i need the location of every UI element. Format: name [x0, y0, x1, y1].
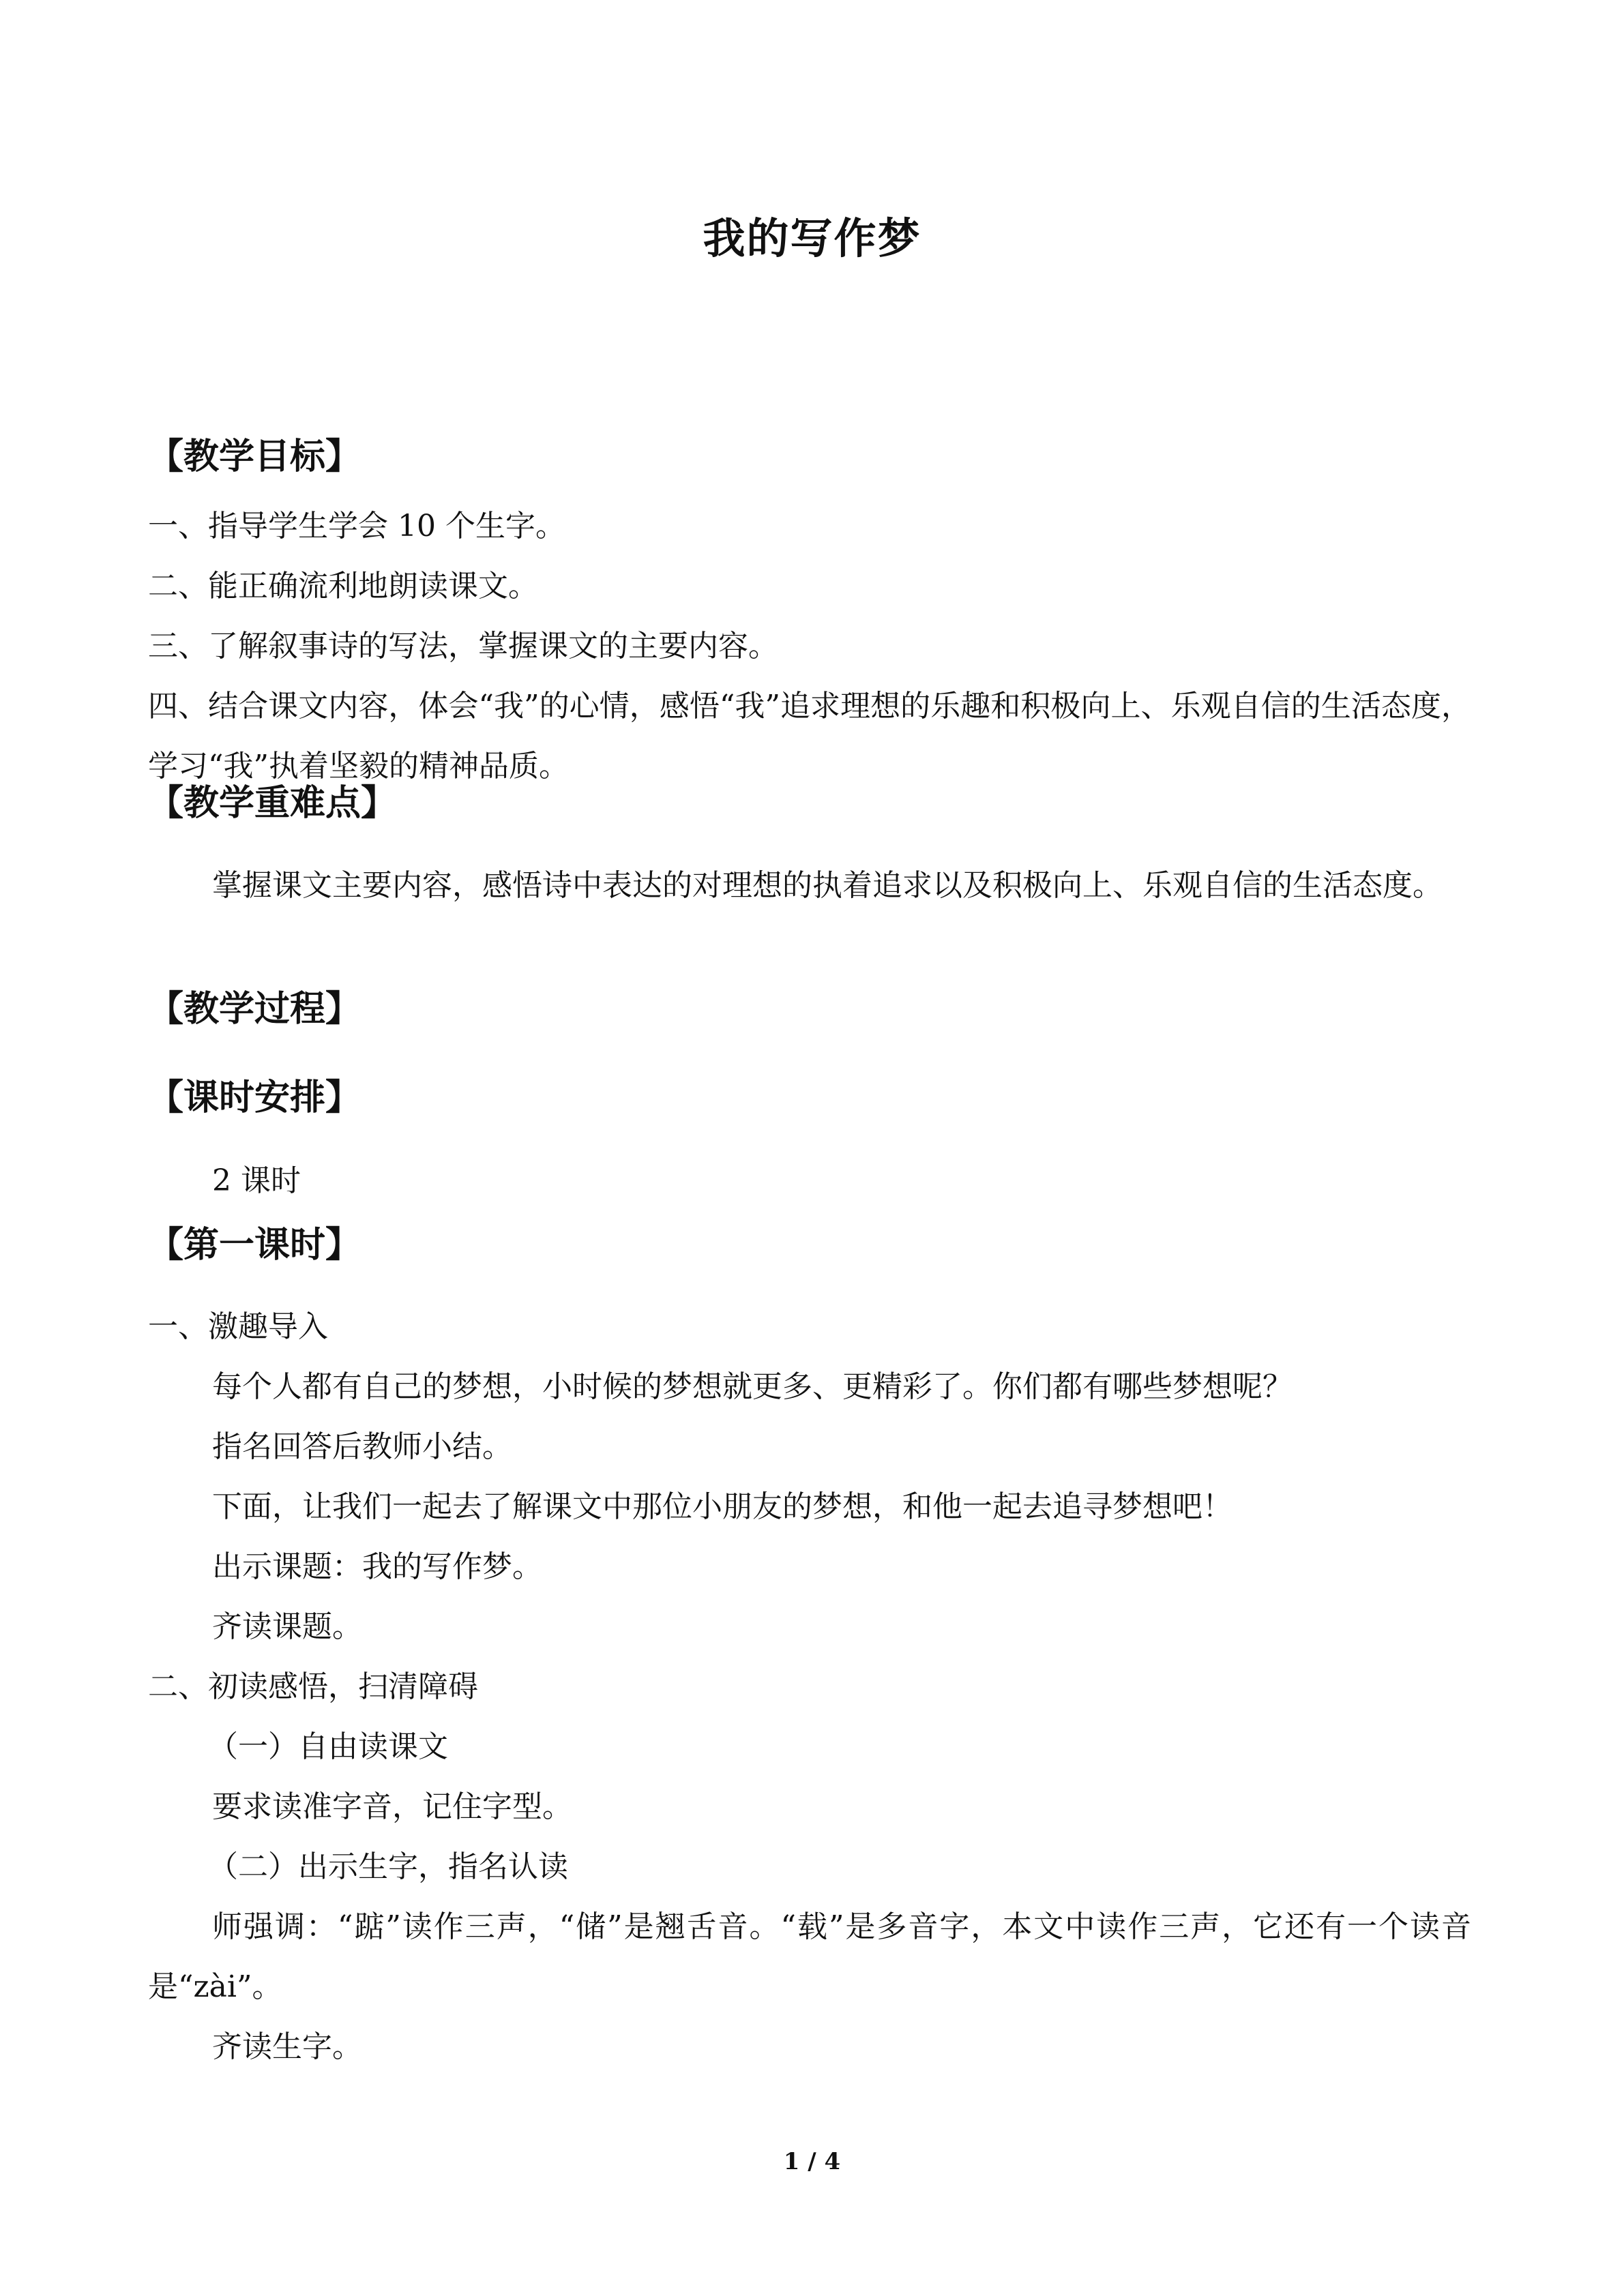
part1-title: 一、激趣导入 [148, 1309, 328, 1344]
part2-title: 二、初读感悟，扫清障碍 [148, 1669, 478, 1704]
page-indicator: 1 / 4 [783, 2148, 841, 2175]
objective-item: 一、指导学生学会 10 个生字。 [148, 509, 565, 543]
sub2-title: （二）出示生字，指名认读 [208, 1849, 568, 1884]
objectives-heading: 【教学目标】 [148, 436, 361, 477]
objectives-section [148, 430, 1471, 484]
part1-line: 齐读课题。 [212, 1609, 362, 1644]
document-title: 我的写作梦 [703, 213, 921, 263]
part1-line: 出示课题：我的写作梦。 [212, 1549, 542, 1584]
lesson1-body [148, 1297, 1471, 2077]
schedule-section [148, 1071, 1471, 1125]
key-points-section [148, 776, 1471, 831]
schedule-text: 2 课时 [212, 1163, 301, 1198]
part1-line: 每个人都有自己的梦想，小时候的梦想就更多、更精彩了。你们都有哪些梦想呢？ [212, 1369, 1293, 1404]
schedule-body [148, 1151, 1471, 1211]
sub2-end: 齐读生字。 [212, 2029, 362, 2064]
objective-item: 三、了解叙事诗的写法，掌握课文的主要内容。 [148, 629, 778, 664]
lesson1-section [148, 1218, 1471, 1272]
lesson1-heading: 【第一课时】 [148, 1225, 361, 1266]
key-points-heading: 【教学重难点】 [148, 783, 397, 824]
objective-item: 四、结合课文内容，体会“我”的心情，感悟“我”追求理想的乐趣和积极向上、乐观自信的生活态度，学习“我”执着坚毅的精神品质。 [148, 689, 1471, 784]
sub2-note: 师强调：“踮”读作三声，“储”是翘舌音。“载”是多音字，本文中读作三声，它还有一个读音是“zài”。 [148, 1909, 1471, 2004]
process-heading: 【教学过程】 [148, 989, 361, 1030]
part1-line: 指名回答后教师小结。 [212, 1429, 512, 1464]
key-points-body [148, 856, 1471, 916]
objective-item: 二、能正确流利地朗读课文。 [148, 569, 538, 603]
process-section [148, 982, 1471, 1037]
sub1-text: 要求读准字音，记住字型。 [212, 1789, 572, 1824]
part1-line: 下面，让我们一起去了解课文中那位小朋友的梦想，和他一起去追寻梦想吧！ [212, 1489, 1232, 1524]
key-points-text: 掌握课文主要内容，感悟诗中表达的对理想的执着追求以及积极向上、乐观自信的生活态度。 [212, 868, 1443, 903]
objectives-list [148, 496, 1471, 796]
schedule-heading: 【课时安排】 [148, 1077, 361, 1118]
sub1-title: （一）自由读课文 [208, 1729, 448, 1764]
